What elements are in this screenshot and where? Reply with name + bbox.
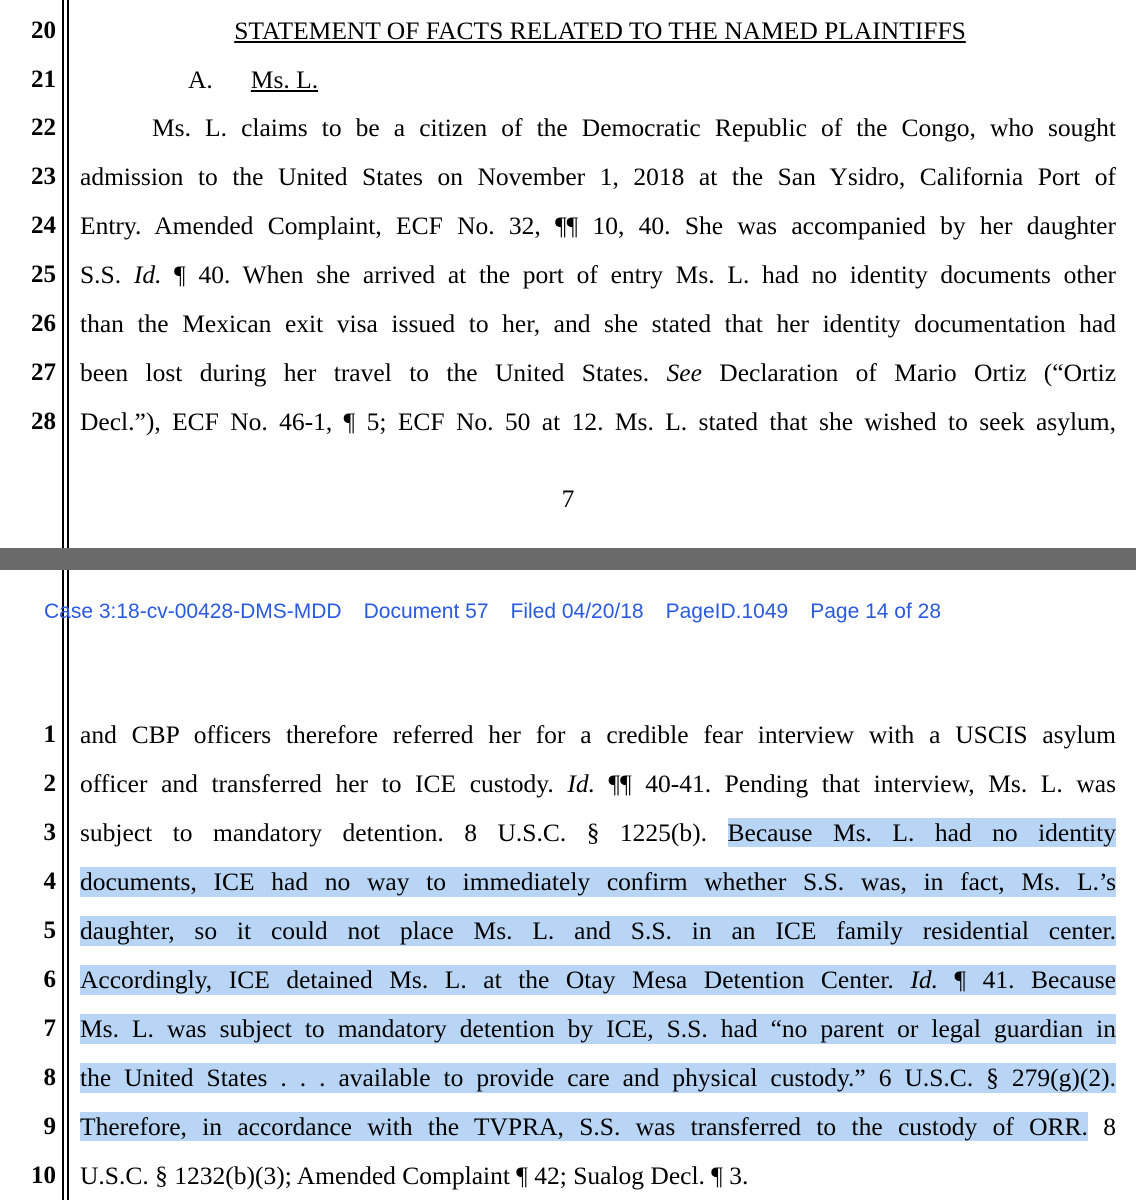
- line-number: 3: [43, 819, 56, 846]
- line-number: 22: [31, 114, 56, 141]
- highlighted-text: the United States . . . available to provide care and physical custody.” 6 U.S.C. § 279(g)(2).: [80, 1063, 1116, 1092]
- highlighted-text: Ms. L. was subject to mandatory detention by ICE, S.S. had “no parent or legal guardian in: [80, 1014, 1116, 1043]
- text-line: S.S. Id. ¶ 40. When she arrived at the port of entry Ms. L. had no identity documents other: [80, 260, 1116, 289]
- line-number: 25: [31, 261, 56, 288]
- document-number: Document 57: [363, 600, 489, 623]
- text-line: been lost during her travel to the United States. See Declaration of Mario Ortiz (“Ortiz: [80, 358, 1117, 387]
- line-number: 2: [43, 770, 56, 797]
- page-of: Page 14 of 28: [810, 600, 941, 623]
- line-number: 9: [43, 1113, 56, 1140]
- line-number: 10: [31, 1162, 56, 1189]
- highlighted-text: Because Ms. L. had no identity: [727, 818, 1116, 847]
- line-number: 8: [43, 1064, 56, 1091]
- line-number: 26: [31, 310, 56, 337]
- subsection-letter: A.: [188, 65, 213, 94]
- subsection-title: Ms. L.: [250, 65, 319, 94]
- filed-date: Filed 04/20/18: [510, 600, 644, 623]
- text-line: Ms. L. claims to be a citizen of the Democratic Republic of the Congo, who sought: [152, 113, 1116, 142]
- text-line: Decl.”), ECF No. 46-1, ¶ 5; ECF No. 50 at 12. Ms. L. stated that she wished to seek asylum,: [80, 407, 1116, 436]
- text-line: admission to the United States on November 1, 2018 at the San Ysidro, California Port of: [80, 162, 1116, 191]
- text-line: subject to mandatory detention. 8 U.S.C. § 1225(b). Because Ms. L. had no identity: [80, 818, 1116, 847]
- text-line: Entry. Amended Complaint, ECF No. 32, ¶¶ 10, 40. She was accompanied by her daughter: [80, 211, 1116, 240]
- text-line: and CBP officers therefore referred her for a credible fear interview with a USCIS asylum: [80, 720, 1116, 749]
- line-number: 28: [31, 408, 56, 435]
- line-number: 1: [43, 721, 56, 748]
- line-number: 6: [43, 966, 56, 993]
- line-number: 4: [43, 868, 56, 895]
- line-number: 27: [31, 359, 56, 386]
- case-number: Case 3:18-cv-00428-DMS-MDD: [44, 600, 342, 623]
- line-number: 5: [43, 917, 56, 944]
- line-number: 20: [31, 17, 56, 44]
- section-heading: STATEMENT OF FACTS RELATED TO THE NAMED PLAINTIFFS: [234, 16, 966, 45]
- case-caption-header: [44, 598, 963, 626]
- highlighted-text: Therefore, in accordance with the TVPRA, S.S. was transferred to the custody of ORR.: [80, 1112, 1088, 1141]
- highlighted-text: daughter, so it could not place Ms. L. and S.S. in an ICE family residential center.: [80, 916, 1116, 945]
- text-line: than the Mexican exit visa issued to her, and she stated that her identity documentation had: [80, 309, 1116, 338]
- line-number: 7: [43, 1015, 56, 1042]
- line-number: 23: [31, 163, 56, 190]
- page-separator: [0, 548, 1136, 570]
- page-id: PageID.1049: [665, 600, 789, 623]
- subsection-heading: [188, 65, 318, 95]
- highlighted-text: Accordingly, ICE detained Ms. L. at the Otay Mesa Detention Center. Id. ¶ 41. Because: [80, 965, 1116, 994]
- text-line: officer and transferred her to ICE custody. Id. ¶¶ 40-41. Pending that interview, Ms. L. was: [80, 769, 1116, 798]
- line-number: 24: [31, 212, 56, 239]
- line-number: 21: [31, 66, 56, 93]
- page-number: 7: [561, 484, 575, 513]
- text-line: Therefore, in accordance with the TVPRA, S.S. was transferred to the custody of ORR. 8: [80, 1112, 1116, 1141]
- text-line: U.S.C. § 1232(b)(3); Amended Complaint ¶ 42; Sualog Decl. ¶ 3.: [80, 1161, 749, 1190]
- highlighted-text: documents, ICE had no way to immediately confirm whether S.S. was, in fact, Ms. L.’s: [80, 867, 1116, 896]
